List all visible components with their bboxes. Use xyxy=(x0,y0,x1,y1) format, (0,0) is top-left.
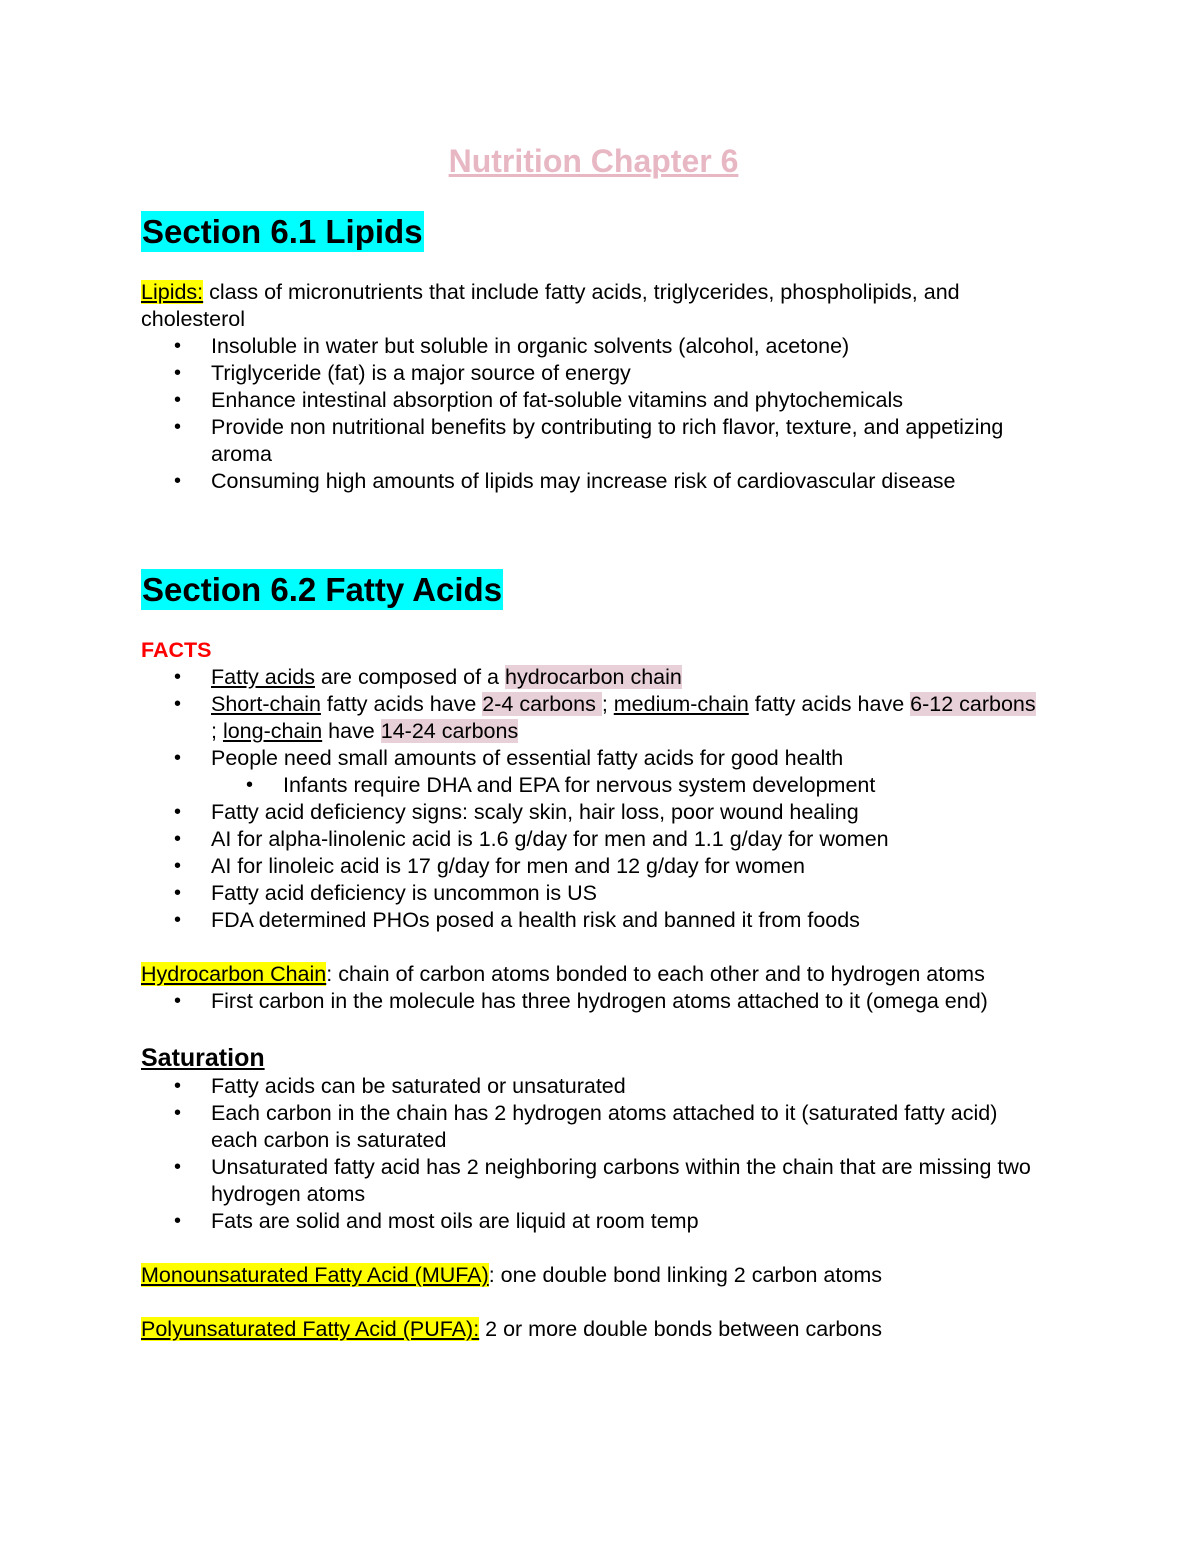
facts-bullet-list xyxy=(141,664,1046,772)
essential-fatty-acids-sublist xyxy=(141,772,1046,799)
list-item: • FDA determined PHOs posed a health risk and banned it from foods xyxy=(141,907,1046,934)
lipids-term: Lipids: xyxy=(141,280,204,304)
list-item: • Fatty acids are composed of a hydrocarbon chain xyxy=(141,664,1046,691)
list-item: • Short-chain fatty acids have 2-4 carbons ; medium-chain fatty acids have 6-12 carbons ; long-chain have 14-24 carbons xyxy=(141,691,1046,745)
document-body xyxy=(141,140,1046,1343)
mufa-definition: Monounsaturated Fatty Acid (MUFA): one double bond linking 2 carbon atoms xyxy=(141,1263,882,1287)
facts-label: FACTS xyxy=(141,638,212,662)
list-item: • Fatty acid deficiency is uncommon is US xyxy=(141,880,1046,907)
list-item: • People need small amounts of essential fatty acids for good health xyxy=(141,745,1046,772)
pufa-definition: Polyunsaturated Fatty Acid (PUFA): 2 or more double bonds between carbons xyxy=(141,1317,882,1341)
lipids-bullet-list xyxy=(141,333,1046,495)
list-item: • Unsaturated fatty acid has 2 neighboring carbons within the chain that are missing two hydrogen atoms xyxy=(141,1154,1046,1208)
list-item: • Triglyceride (fat) is a major source of energy xyxy=(141,360,1046,387)
list-item: • First carbon in the molecule has three hydrogen atoms attached to it (omega end) xyxy=(141,988,1046,1015)
section-6-1-heading: Section 6.1 Lipids xyxy=(142,213,423,250)
list-item: • Consuming high amounts of lipids may increase risk of cardiovascular disease xyxy=(141,468,1046,495)
list-item: • Provide non nutritional benefits by contributing to rich flavor, texture, and appetizing aroma xyxy=(141,414,1046,468)
section-6-2-heading: Section 6.2 Fatty Acids xyxy=(142,571,503,608)
hydrocarbon-chain-bullets xyxy=(141,988,1046,1015)
pufa-term: Polyunsaturated Fatty Acid (PUFA): xyxy=(141,1317,480,1341)
list-item: • Fats are solid and most oils are liquid at room temp xyxy=(141,1208,1046,1235)
saturation-bullet-list xyxy=(141,1073,1046,1235)
list-item: • Each carbon in the chain has 2 hydrogen atoms attached to it (saturated fatty acid) each carbon is saturated xyxy=(141,1100,1046,1154)
list-item: • Enhance intestinal absorption of fat-soluble vitamins and phytochemicals xyxy=(141,387,1046,414)
list-item: • AI for alpha-linolenic acid is 1.6 g/day for men and 1.1 g/day for women xyxy=(141,826,1046,853)
list-item: • AI for linoleic acid is 17 g/day for men and 12 g/day for women xyxy=(141,853,1046,880)
document-title: Nutrition Chapter 6 xyxy=(448,143,739,179)
mufa-term: Monounsaturated Fatty Acid (MUFA) xyxy=(141,1263,489,1287)
lipids-definition xyxy=(141,279,1046,333)
hydrocarbon-chain-definition: Hydrocarbon Chain: chain of carbon atoms bonded to each other and to hydrogen atoms xyxy=(141,962,985,986)
list-item: • Fatty acid deficiency signs: scaly skin, hair loss, poor wound healing xyxy=(141,799,1046,826)
list-item: • Insoluble in water but soluble in organic solvents (alcohol, acetone) xyxy=(141,333,1046,360)
list-item: • Infants require DHA and EPA for nervous system development xyxy=(141,772,1046,799)
hydrocarbon-chain-term: Hydrocarbon Chain xyxy=(141,962,327,986)
facts-bullet-list-continued xyxy=(141,799,1046,934)
lipids-definition-text: class of micronutrients that include fatty acids, triglycerides, phospholipids, and cholesterol xyxy=(141,280,960,331)
saturation-heading: Saturation xyxy=(141,1044,265,1072)
list-item: • Fatty acids can be saturated or unsaturated xyxy=(141,1073,1046,1100)
